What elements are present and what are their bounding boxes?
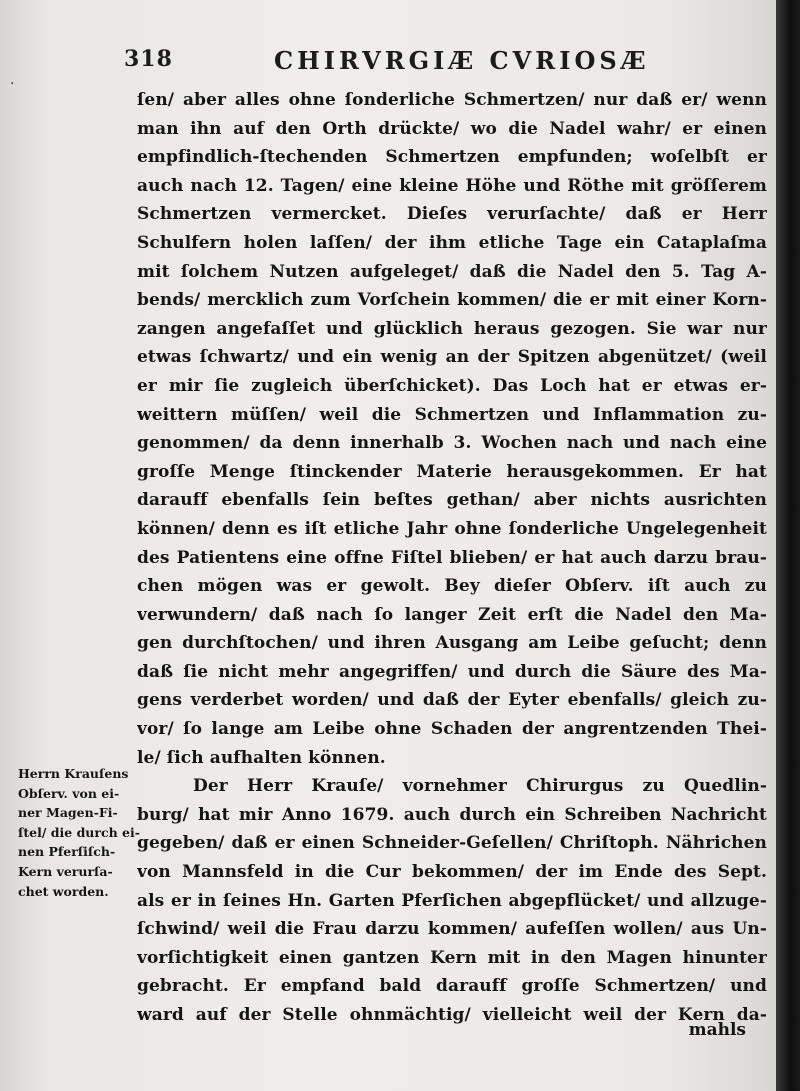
text-line: verwundern/ daß nach ſo langer Zeit erſt die Nadel den Ma- [137, 604, 767, 625]
text-line: des Patientens eine offne Fiſtel blieben/ er hat auch darzu brau- [137, 547, 767, 568]
body-text [137, 86, 767, 1030]
margin-mark: · [10, 76, 15, 92]
text-line: vor/ ſo lange am Leibe ohne Schaden der angrentzenden Thei- [137, 719, 767, 740]
text-line: chen mögen was er gewolt. Bey dieſer Obſerv. iſt auch zu [137, 576, 767, 597]
text-line: zangen angefaſſet und glücklich heraus gezogen. Sie war nur [137, 318, 767, 339]
text-line: können/ denn es iſt etliche Jahr ohne ſonderliche Ungelegenheit [137, 518, 767, 539]
page-number: 318 [124, 46, 173, 72]
text-line: genommen/ da denn innerhalb 3. Wochen nach und nach eine [137, 433, 767, 454]
text-line: Schmertzen vermercket. Dieſes verurſachte/ daß er Herr [137, 204, 767, 225]
text-line: gebracht. Er empfand bald darauff groſſe Schmertzen/ und [137, 976, 767, 997]
text-line: von Mannsfeld in die Cur bekommen/ der im Ende des Sept. [137, 862, 767, 883]
text-line: gen durchſtochen/ und ihren Ausgang am Leibe geſucht; denn [137, 633, 767, 654]
margin-note-line: ner Magen-Fi- [18, 805, 118, 821]
text-line: vorſichtigkeit einen gantzen Kern mit in den Magen hinunter [137, 947, 767, 968]
page-gutter-shadow [776, 0, 800, 1091]
text-line: burg/ hat mir Anno 1679. auch durch ein Schreiben Nachricht [137, 804, 767, 825]
text-line: gegeben/ daß er einen Schneider-Geſellen/ Chriſtoph. Nährichen [137, 833, 767, 854]
text-line: groſſe Menge ſtinckender Materie herausgekommen. Er hat [137, 461, 767, 482]
text-line: auch nach 12. Tagen/ eine kleine Höhe und Röthe mit gröſſerem [137, 175, 767, 196]
margin-note-line: Herrn Krauſens [18, 766, 129, 781]
text-line: mit ſolchem Nutzen aufgeleget/ daß die Nadel den 5. Tag A- [137, 261, 767, 282]
margin-note-line: ſtel/ die durch ei- [18, 824, 140, 840]
text-line: ſen/ aber alles ohne ſonderliche Schmertzen/ nur daß er/ wenn [137, 90, 767, 110]
text-line: man ihn auf den Orth drückte/ wo die Nadel wahr/ er einen [137, 118, 767, 139]
text-line: etwas ſchwartz/ und ein wenig an der Spitzen abgenützet/ (weil [137, 347, 767, 368]
text-line: weittern müſſen/ weil die Schmertzen und Inflammation zu- [137, 404, 767, 425]
text-line: ward auf der Stelle ohnmächtig/ vielleicht weil der Kern da- [137, 1005, 767, 1025]
text-line: er mir ſie zugleich überſchicket). Das Loch hat er etwas er- [137, 375, 767, 396]
text-line: darauff ebenfalls ſein beſtes gethan/ aber nichts ausrichten [137, 490, 767, 511]
text-line: le/ ſich aufhalten können. [137, 747, 386, 768]
text-line: Der Herr Krauſe/ vornehmer Chirurgus zu Quedlin- [193, 776, 767, 797]
running-title: CHIRVRGIÆ CVRIOSÆ [274, 46, 650, 75]
text-line: gens verderbet worden/ und daß der Eyter ebenfalls/ gleich zu- [137, 690, 767, 711]
text-line: Schulfern holen laſſen/ der ihm etliche Tage ein Cataplaſma [137, 232, 767, 253]
margin-note-line: nen Pferſiſch- [18, 844, 116, 860]
margin-note [18, 764, 140, 901]
margin-note-line: Kern verurſa- [18, 863, 113, 879]
page-header [124, 44, 764, 78]
margin-note-line: chet worden. [18, 883, 109, 899]
margin-note-line: Obſerv. von ei- [18, 785, 120, 801]
text-line: empfindlich-ſtechenden Schmertzen empfunden; woſelbſt er [137, 147, 767, 168]
text-line: ſchwind/ weil die Frau darzu kommen/ aufeſſen wollen/ aus Un- [137, 919, 767, 940]
text-line: als er in ſeines Hn. Garten Pferſichen abgepflücket/ und allzuge- [137, 890, 767, 911]
text-line: bends/ mercklich zum Vorſchein kommen/ die er mit einer Korn- [137, 290, 767, 311]
text-line: daß ſie nicht mehr angegriffen/ und durch die Säure des Ma- [137, 661, 767, 682]
catchword: mahls [688, 1020, 746, 1040]
